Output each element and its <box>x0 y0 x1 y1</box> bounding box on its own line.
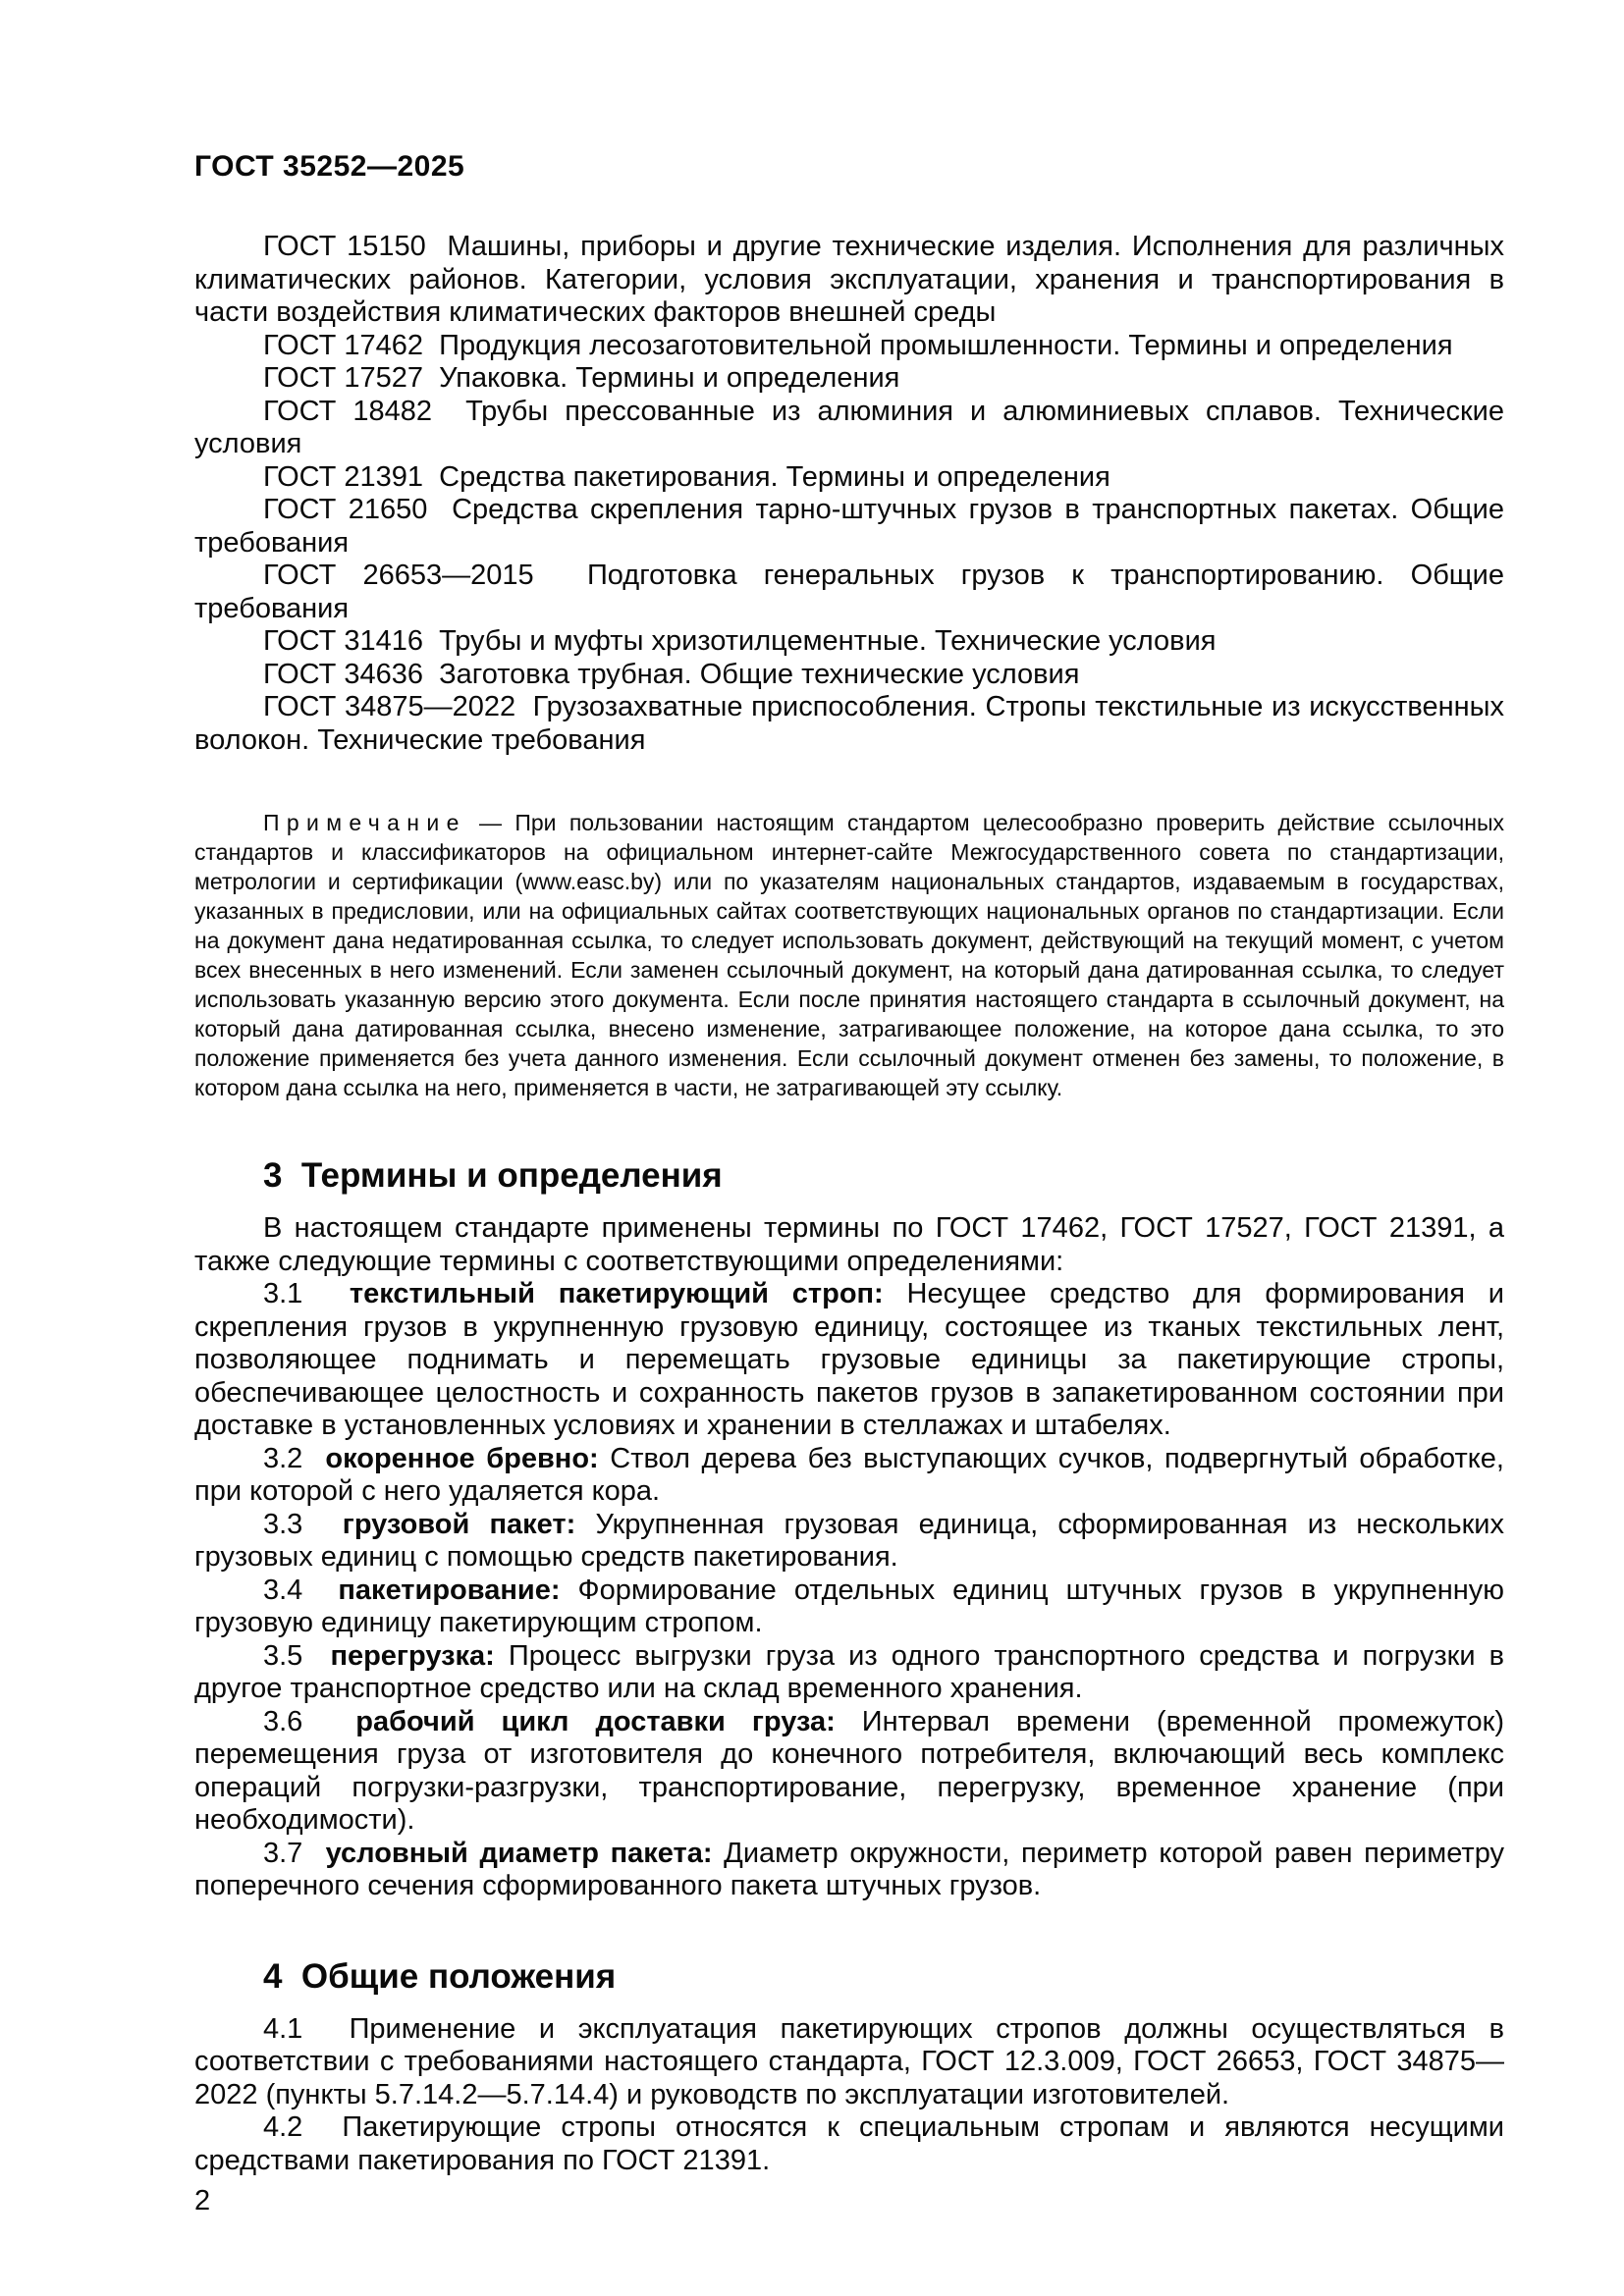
note-label: Примечание <box>263 810 466 835</box>
section-3-heading: 3 Термины и определения <box>263 1156 723 1195</box>
reference-item: ГОСТ 34875—2022 Грузозахватные приспособления. Стропы текстильные из искусственных волокон. Технические требования <box>194 691 1513 756</box>
reference-item: ГОСТ 15150 Машины, приборы и другие технические изделия. Исполнения для различных климатических районов. Категории, условия эксплуатации, хранения и транспортирования в части воздействия климатических факторов внешней среды <box>194 231 1513 328</box>
term-number: 3.5 <box>263 1639 331 1672</box>
term-text: Диаметр окружности, периметр которой равен периметру поперечного сечения сформированного пакета штучных грузов. <box>194 1837 1513 1901</box>
references-list <box>194 231 1513 757</box>
section-4-heading: 4 Общие положения <box>263 1956 617 1996</box>
term-number: 3.2 <box>263 1442 326 1474</box>
term-name: грузовой пакет: <box>342 1508 576 1540</box>
term-name: условный диаметр пакета: <box>325 1837 713 1869</box>
term-number: 3.6 <box>263 1705 356 1737</box>
clause-4-2: 4.2 Пакетирующие стропы относятся к специальным стропам и являются несущими средствами пакетирования по ГОСТ 21391. <box>194 2111 1513 2176</box>
reference-item: ГОСТ 31416 Трубы и муфты хризотилцементные. Технические условия <box>263 625 1217 657</box>
term-number: 3.7 <box>263 1837 326 1869</box>
term-definition-3-5 <box>194 1639 1513 1706</box>
term-name: текстильный пакетирующий строп: <box>349 1278 884 1309</box>
term-text: Интервал времени (временной промежуток) перемещения груза от изготовителя до конечного потребителя, включающий весь комплекс операций погрузки-разгрузки, транспортирование, перегрузку, временное хранение (при необходимости). <box>194 1705 1513 1836</box>
reference-item: ГОСТ 26653—2015 Подготовка генеральных грузов к транспортированию. Общие требования <box>194 560 1513 624</box>
term-definition-3-6 <box>194 1705 1513 1838</box>
term-text: Укрупненная грузовая единица, сформированная из нескольких грузовых единиц с помощью средств пакетирования. <box>194 1508 1513 1573</box>
term-text: Ствол дерева без выступающих сучков, подвергнутый обработке, при которой с него удаляется кора. <box>194 1442 1513 1507</box>
term-name: пакетирование: <box>338 1574 561 1606</box>
note-text: — При пользовании настоящим стандартом целесообразно проверить действие ссылочных стандартов и классификаторов на официальном интернет-сайте Межгосударственного совета по стандартизации, метрологии и сертификации (www.easc.by) или по указателям национальных стандартов, издаваемым в государствах, указанных в предисловии, или на официальных сайтах соответствующих национальных органов по стандартизации. Если на документ дана недатированная ссылка, то следует использовать документ, действующий на текущий момент, с учетом всех внесенных в него изменений. Если заменен ссылочный документ, на который дана датированная ссылка, то следует использовать указанную версию этого документа. Если после принятия настоящего стандарта в ссылочный документ, на который дана датированная ссылка, внесено изменение, затрагивающее положение, на которое дана ссылка, то это положение применяется без учета данного изменения. Если ссылочный документ отменен без замены, то положение, в котором дана ссылка на него, применяется в части, не затрагивающей эту ссылку. <box>194 810 1511 1100</box>
term-text: Формирование отдельных единиц штучных грузов в укрупненную грузовую единицу пакетирующим стропом. <box>194 1574 1513 1638</box>
term-number: 3.4 <box>263 1574 339 1606</box>
term-name: рабочий цикл доставки груза: <box>355 1705 836 1737</box>
reference-item: ГОСТ 18482 Трубы прессованные из алюминия и алюминиевых сплавов. Технические условия <box>194 395 1513 459</box>
term-definition-3-1 <box>194 1278 1513 1443</box>
term-definition-3-4 <box>194 1574 1513 1640</box>
page-number: 2 <box>194 2185 211 2216</box>
term-text: Несущее средство для формирования и скрепления грузов в укрупненную грузовую единицу, состоящее из тканых текстильных лент, позволяющее поднимать и перемещать грузовые единицы за пакетирующие стропы, обеспечивающее целостность и сохранность пакетов грузов в запакетированном состоянии при доставке в установленных условиях и хранении в стеллажах и штабелях. <box>194 1278 1513 1441</box>
note-paragraph <box>194 808 1511 1102</box>
term-number: 3.1 <box>263 1278 350 1309</box>
clause-4-1: 4.1 Применение и эксплуатация пакетирующих стропов должны осуществляться в соответствии с требованиями настоящего стандарта, ГОСТ 12.3.009, ГОСТ 26653, ГОСТ 34875—2022 (пункты 5.7.14.2—5.7.14.4) и руководств по эксплуатации изготовителей. <box>194 2012 1513 2110</box>
section-3-intro: В настоящем стандарте применены термины по ГОСТ 17462, ГОСТ 17527, ГОСТ 21391, а также следующие термины с соответствующими определениями: <box>194 1212 1513 1277</box>
reference-item: ГОСТ 17462 Продукция лесозаготовительной промышленности. Термины и определения <box>263 329 1453 361</box>
term-name: окоренное бревно: <box>325 1442 599 1474</box>
term-number: 3.3 <box>263 1508 343 1540</box>
reference-item: ГОСТ 21391 Средства пакетирования. Термины и определения <box>263 460 1110 493</box>
document-code-header: ГОСТ 35252—2025 <box>194 150 465 183</box>
term-definition-3-3 <box>194 1508 1513 1575</box>
reference-item: ГОСТ 17527 Упаковка. Термины и определения <box>263 362 900 394</box>
term-text: Процесс выгрузки груза из одного транспортного средства и погрузки в другое транспортное средство или на склад временного хранения. <box>194 1639 1513 1704</box>
term-definition-3-7 <box>194 1837 1513 1903</box>
reference-item: ГОСТ 34636 Заготовка трубная. Общие технические условия <box>263 658 1080 690</box>
term-definition-3-2 <box>194 1442 1513 1509</box>
reference-item: ГОСТ 21650 Средства скрепления тарно-штучных грузов в транспортных пакетах. Общие требования <box>194 494 1513 559</box>
term-name: перегрузка: <box>330 1639 495 1672</box>
